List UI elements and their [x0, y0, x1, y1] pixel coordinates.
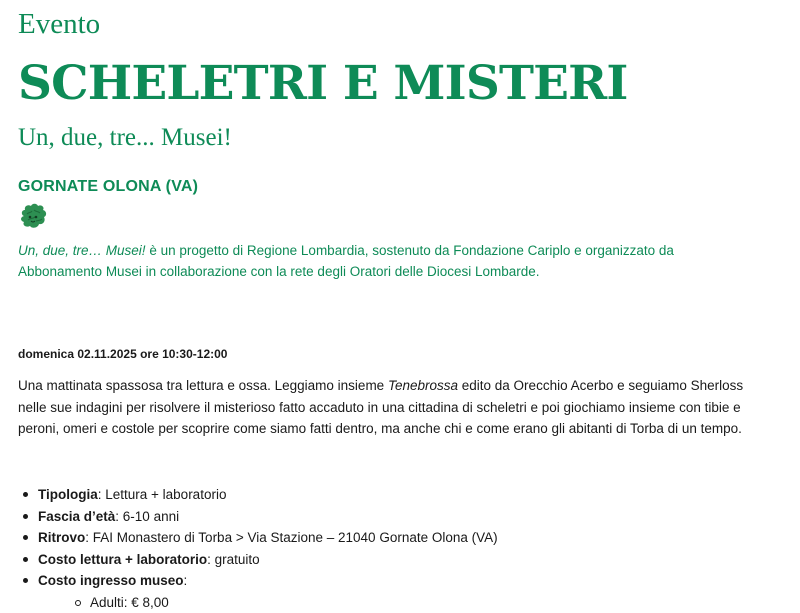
event-page — [18, 0, 782, 600]
project-name: Un, due, tre… Musei! — [18, 243, 146, 258]
event-subtitle: Un, due, tre... Musei! — [18, 122, 232, 154]
event-description — [18, 375, 763, 440]
museum-price-list — [38, 592, 498, 613]
museum-price-item: Adulti: € 8,00 — [90, 592, 498, 613]
description-part-1: Una mattinata spassosa tra lettura e ossa. Leggiamo insieme — [18, 378, 388, 393]
detail-value: : gratuito — [207, 552, 260, 567]
detail-value: : FAI Monastero di Torba > Via Stazione – 21040 Gornate Olona (VA) — [85, 530, 497, 545]
page-title: SCHELETRI E MISTERI — [18, 56, 628, 112]
detail-value: : Lettura + laboratorio — [98, 487, 227, 502]
event-kicker: Evento — [18, 6, 100, 42]
detail-value: : — [184, 573, 188, 588]
detail-value: : 6-10 anni — [115, 509, 179, 524]
detail-fascia-eta — [38, 506, 498, 528]
detail-label: Costo ingresso museo — [38, 573, 184, 588]
event-location: GORNATE OLONA (VA) — [18, 177, 198, 197]
green-tree-mascot-icon — [18, 202, 48, 230]
book-title: Tenebrossa — [388, 378, 458, 393]
event-date: domenica 02.11.2025 ore 10:30-12:00 — [18, 345, 227, 363]
detail-costo-museo — [38, 570, 498, 613]
description-part-2: edito da Orecchio Acerbo e seguiamo Sherloss nelle sue indagini per risolvere il misterioso fatto accaduto in una cittadina di scheletri e poi giochiamo insieme con tibie e peroni, omeri e costole per scoprire come siamo fatti dentro, ma anche chi e come erano gli abitanti di Torba di un tempo. — [18, 378, 743, 436]
detail-ritrovo — [38, 527, 498, 549]
detail-label: Fascia d’età — [38, 509, 115, 524]
detail-label: Costo lettura + laboratorio — [38, 552, 207, 567]
detail-label: Tipologia — [38, 487, 98, 502]
detail-costo-laboratorio — [38, 549, 498, 571]
detail-tipologia — [38, 484, 498, 506]
detail-label: Ritrovo — [38, 530, 85, 545]
event-details-list — [18, 484, 498, 613]
project-intro — [18, 240, 758, 282]
project-intro-text: è un progetto di Regione Lombardia, sostenuto da Fondazione Cariplo e organizzato da Abbonamento Musei in collaborazione con la rete degli Oratori delle Diocesi Lombarde. — [18, 243, 674, 279]
